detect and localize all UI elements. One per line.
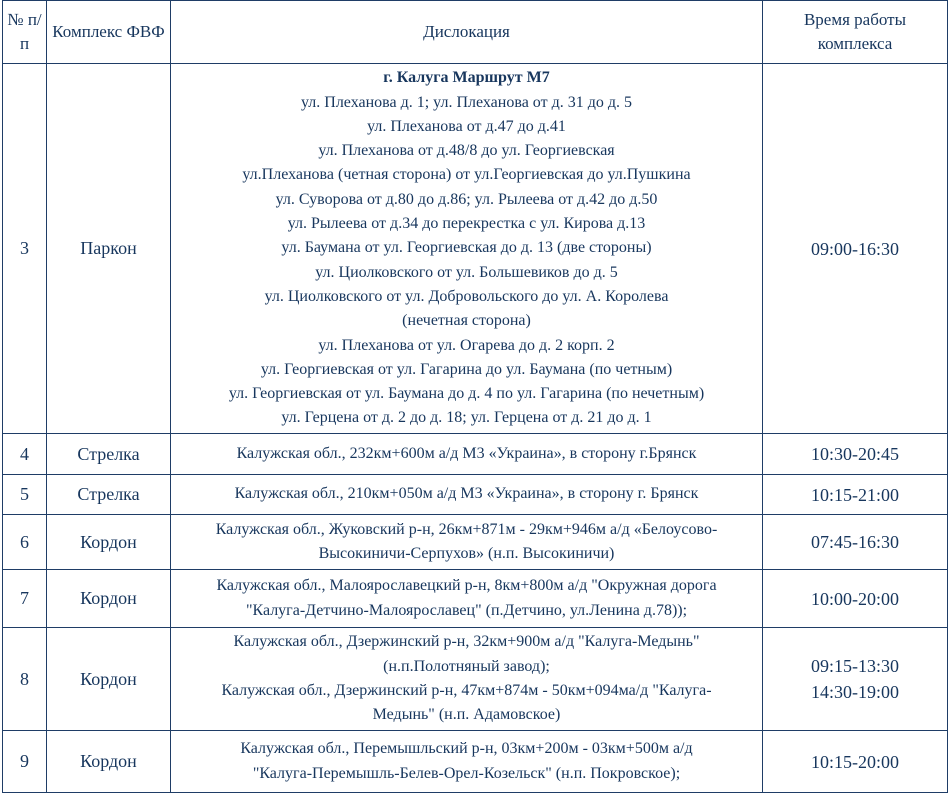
location-cell: [171, 731, 763, 793]
table-row: [3, 64, 948, 434]
location-line: "Калуга-Перемышль-Белев-Орел-Козельск" (н.п. Покровское);: [252, 764, 681, 782]
location-line: ул. Плеханова от д.47 до д.41: [367, 117, 566, 135]
work-time: [763, 570, 948, 628]
header-complex: [47, 1, 171, 64]
location-cell: [171, 628, 763, 731]
header-time: [763, 1, 948, 64]
location-line: ул. Георгиевская от ул. Баумана до д. 4 по ул. Гагарина (по нечетным): [228, 385, 705, 403]
location-line: "Калуга-Детчино-Малоярославец" (п.Детчино, ул.Ленина д.78));: [245, 601, 688, 619]
header-row: [3, 1, 948, 64]
location-line: ул. Плеханова от д.48/8 до ул. Георгиевская: [318, 142, 615, 160]
location-line: (н.п.Полотняный завод);: [383, 657, 550, 675]
location-line: ул. Суворова от д.80 до д.86; ул. Рылеева от д.42 до д.50: [275, 190, 658, 208]
complex-name: Кордон: [47, 628, 171, 731]
location-line: ул. Циолковского от ул. Большевиков до д. 5: [315, 263, 618, 281]
table-row: [3, 628, 948, 731]
location-line: Калужская обл., Жуковский р-н, 26км+871м - 29км+946м а/д «Белоусово-: [215, 520, 718, 538]
location-line: Калужская обл., Дзержинский р-н, 47км+874м - 50км+094ма/д "Калуга-: [221, 682, 712, 699]
header-time-text: Время работы комплекса: [803, 10, 907, 53]
complex-name: Кордон: [47, 570, 171, 628]
time-range: 07:45-16:30: [811, 532, 899, 552]
location-line: Калужская обл., Дзержинский р-н, 32км+900м а/д "Калуга-Медынь": [233, 633, 700, 651]
table-row: [3, 731, 948, 793]
row-number: 8: [3, 628, 47, 731]
row-number: 9: [3, 731, 47, 793]
row-number: 7: [3, 570, 47, 628]
time-range: 09:00-16:30: [811, 238, 899, 259]
time-range: 10:15-20:00: [811, 751, 899, 772]
location-cell: [171, 64, 763, 434]
work-time: [763, 628, 948, 731]
work-time: [763, 475, 948, 515]
location-line: (нечетная сторона): [402, 312, 531, 330]
location-line: Высокиничи-Серпухов» (н.п. Высокиничи): [318, 545, 615, 562]
complex-name: Кордон: [47, 731, 171, 793]
work-time: [763, 515, 948, 570]
table-row: [3, 475, 948, 515]
location-line: Калужская обл., 232км+600м а/д М3 «Украина», в сторону г.Брянск: [236, 444, 697, 462]
time-range: 09:15-13:30: [811, 656, 899, 676]
work-time: [763, 64, 948, 434]
work-time: [763, 434, 948, 475]
row-number: 3: [3, 64, 47, 434]
table-row: [3, 570, 948, 628]
time-range: 10:00-20:00: [811, 588, 899, 609]
location-cell: [171, 515, 763, 570]
location-line: Калужская обл., 210км+050м а/д М3 «Украина», в сторону г. Брянск: [234, 485, 699, 503]
table-row: [3, 515, 948, 570]
schedule-table: [2, 0, 948, 793]
header-location: [171, 1, 763, 64]
time-range: 10:15-21:00: [811, 484, 899, 505]
row-number: 6: [3, 515, 47, 570]
time-range: 10:30-20:45: [811, 444, 899, 464]
location-line: ул. Герцена от д. 2 до д. 18; ул. Герцена от д. 21 до д. 1: [281, 409, 652, 427]
location-cell: [171, 475, 763, 515]
complex-name: Стрелка: [47, 475, 171, 515]
location-line: Медынь" (н.п. Адамовское): [372, 706, 561, 724]
table-row: [3, 434, 948, 475]
route-title: г. Калуга Маршрут М7: [383, 69, 550, 87]
location-line: ул. Плеханова от ул. Огарева до д. 2 корп. 2: [318, 336, 615, 354]
header-num: [3, 1, 47, 64]
location-line: ул. Георгиевская от ул. Гагарина до ул. Баумана (по четным): [260, 360, 673, 378]
complex-name: Кордон: [47, 515, 171, 570]
complex-name: Паркон: [47, 64, 171, 434]
location-cell: [171, 434, 763, 475]
location-line: Калужская обл., Перемышльский р-н, 03км+200м - 03км+500м а/д: [240, 740, 693, 758]
location-line: Калужская обл., Малоярославецкий р-н, 8км+800м а/д "Окружная дорога: [216, 577, 717, 595]
location-line: ул. Баумана от ул. Георгиевская до д. 13 (две стороны): [281, 239, 652, 257]
complex-name: Стрелка: [47, 434, 171, 475]
header-location-text: Дислокация: [423, 22, 510, 41]
header-num-text: № п/п: [7, 10, 42, 53]
location-line: ул. Циолковского от ул. Добровольского до ул. А. Королева: [264, 287, 669, 305]
work-time: [763, 731, 948, 793]
location-cell: [171, 570, 763, 628]
time-range: 14:30-19:00: [811, 682, 899, 702]
header-complex-text: Комплекс ФВФ: [52, 22, 165, 41]
location-line: ул. Плеханова д. 1; ул. Плеханова от д. 31 до д. 5: [300, 93, 632, 111]
location-line: ул.Плеханова (четная сторона) от ул.Георгиевская до ул.Пушкина: [242, 166, 691, 184]
location-line: ул. Рылеева от д.34 до перекрестка с ул. Кирова д.13: [287, 215, 646, 233]
row-number: 4: [3, 434, 47, 475]
row-number: 5: [3, 475, 47, 515]
